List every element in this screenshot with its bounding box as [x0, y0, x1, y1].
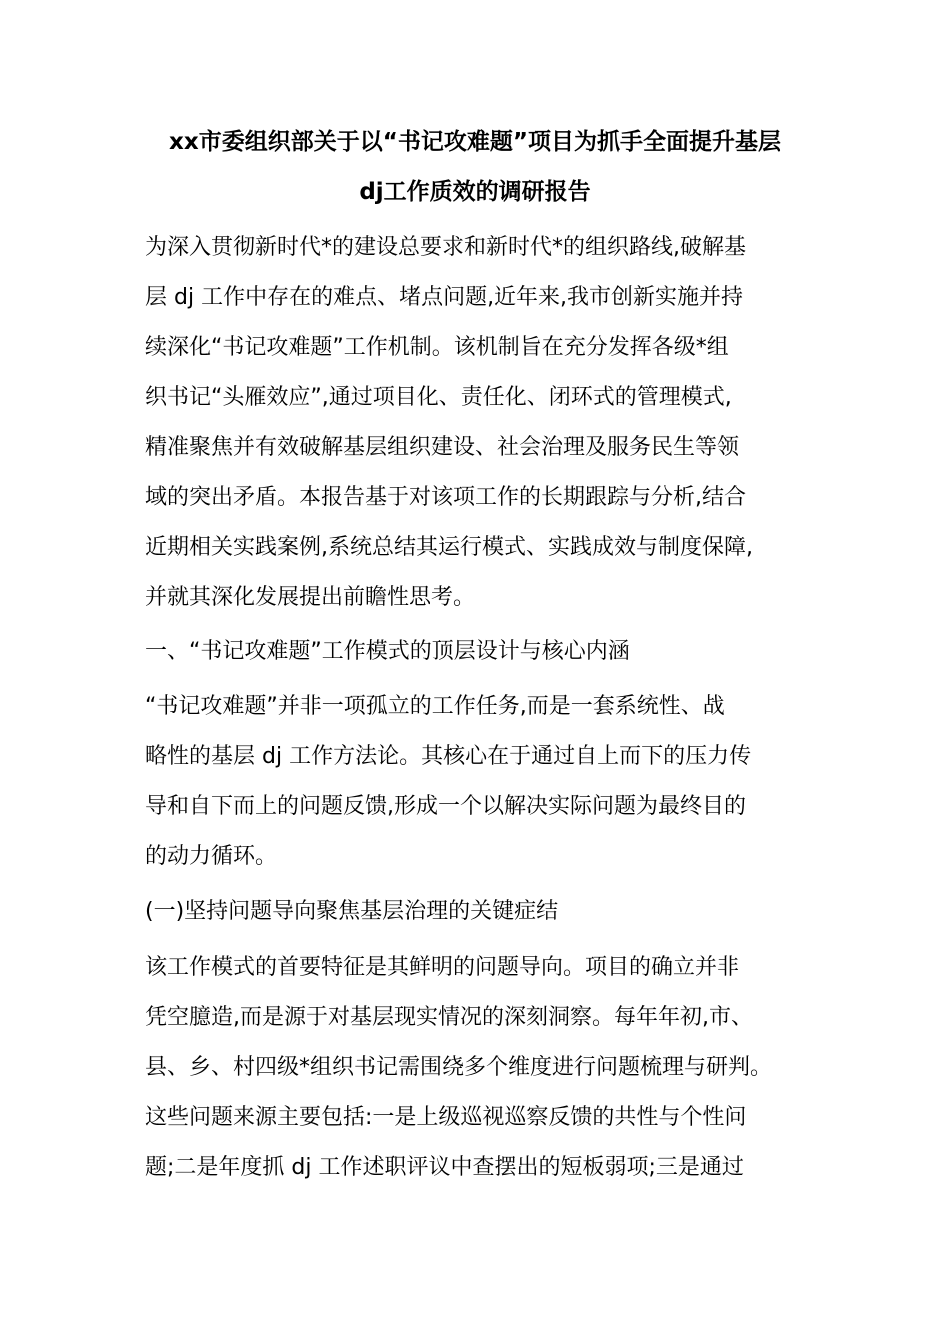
- section-heading-1: 一、“书记攻难题”工作模式的顶层设计与核心内涵: [145, 639, 630, 664]
- subsection-1-line-1: 该工作模式的首要特征是其鲜明的问题导向。项目的确立并非: [145, 955, 740, 980]
- subsection-heading-1: (一)坚持问题导向聚焦基层治理的关键症结: [145, 899, 559, 924]
- report-title-line-2: dj工作质效的调研报告: [359, 179, 591, 205]
- intro-line-8: 并就其深化发展提出前瞻性思考。: [145, 585, 476, 610]
- section-1-line-2: 略性的基层 dj 工作方法论。其核心在于通过自上而下的压力传: [145, 744, 752, 769]
- section-1-line-4: 的动力循环。: [145, 844, 278, 869]
- intro-line-7: 近期相关实践案例,系统总结其运行模式、实践成效与制度保障,: [145, 535, 753, 560]
- intro-line-6: 域的突出矛盾。本报告基于对该项工作的长期跟踪与分析,结合: [145, 485, 746, 510]
- intro-line-2: 层 dj 工作中存在的难点、堵点问题,近年来,我市创新实施并持: [145, 285, 744, 310]
- intro-line-1: 为深入贯彻新时代*的建设总要求和新时代*的组织路线,破解基: [145, 235, 746, 260]
- subsection-1-line-4: 这些问题来源主要包括:一是上级巡视巡察反馈的共性与个性问: [145, 1105, 747, 1130]
- section-1-line-1: “书记攻难题”并非一项孤立的工作任务,而是一套系统性、战: [145, 694, 725, 719]
- subsection-1-line-5: 题;二是年度抓 dj 工作述职评议中查摆出的短板弱项;三是通过: [145, 1155, 744, 1180]
- report-title-line-1: xx市委组织部关于以“书记攻难题”项目为抓手全面提升基层: [169, 129, 781, 155]
- subsection-1-line-3: 县、乡、村四级*组织书记需围绕多个维度进行问题梳理与研判。: [145, 1055, 773, 1080]
- subsection-1-line-2: 凭空臆造,而是源于对基层现实情况的深刻洞察。每年年初,市、: [145, 1005, 753, 1030]
- intro-line-3: 续深化“书记攻难题”工作机制。该机制旨在充分发挥各级*组: [145, 335, 729, 360]
- intro-line-4: 织书记“头雁效应”,通过项目化、责任化、闭环式的管理模式,: [145, 385, 732, 410]
- intro-line-5: 精准聚焦并有效破解基层组织建设、社会治理及服务民生等领: [145, 435, 740, 460]
- section-1-line-3: 导和自下而上的问题反馈,形成一个以解决实际问题为最终目的: [145, 794, 746, 819]
